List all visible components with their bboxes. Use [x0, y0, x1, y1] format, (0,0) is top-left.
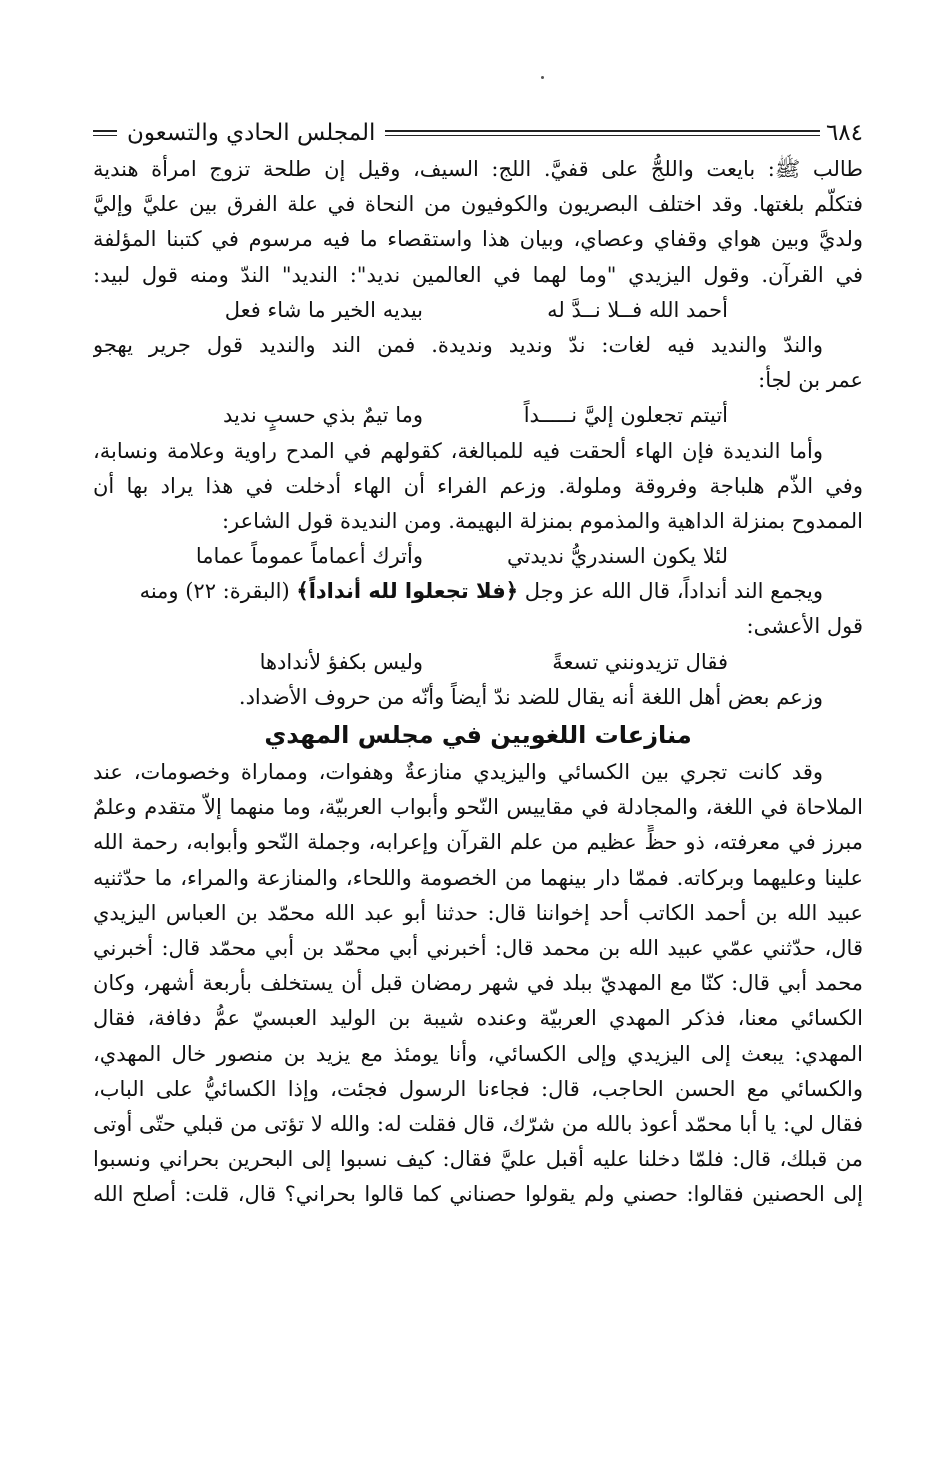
verse-lubayd: [93, 293, 863, 328]
text-line: وزعم بعض أهل اللغة أنه يقال للضد ندّ أيضاً وأنّه من حروف الأضداد.: [238, 684, 823, 709]
verse-hemistich-2: وليس بكفؤ لأندادها: [259, 649, 423, 674]
text-line: فتكلّم بلغتها. وقد اختلف البصريون والكوفيون من النحاة في علة الفرق بين عليَّ وإليَّ: [93, 192, 863, 217]
text-line: وقد كانت تجري بين الكسائي واليزيدي منازعةٌ وهفوات، ومماراة وخصومات، عند: [93, 760, 823, 784]
verse-hemistich-1: أتيتم تجعلون إليَّ نـــــداً: [523, 403, 728, 428]
header-rule-left: [385, 130, 796, 136]
header-rule-short: [796, 130, 820, 136]
text-line: إلى الحصنين فقالوا: حصني ولم يقولوا حصناني كما قالوا بحراني؟ قال، قلت: أصلح الله: [93, 1182, 863, 1207]
verse-hemistich-1: فقال تزيدونني تسعةً: [552, 649, 728, 674]
verse-hemistich-1: أحمد الله فــلا نــدَّ له: [547, 297, 728, 322]
running-head: [93, 116, 863, 150]
text-line: الكسائي معنا، فذكر المهدي العربيّة وعنده شيبة بن الوليد العبسيّ عمُّ دفافة، فقال: [93, 1006, 863, 1031]
page-number: ٦٨٤: [825, 120, 863, 146]
verse-hemistich-2: وأترك أعماماً عموماً عماما: [195, 544, 423, 569]
text-line: المهدي: يبعث إلى اليزيدي وإلى الكسائي، وأنا يومئذ مع يزيد بن منصور خال المهدي،: [93, 1041, 863, 1066]
text-line: من قبلك، قال: فلمّا دخلنا عليه أقبل عليَّ فقال: كيف نسبوا إلى البحرين بحراني ونسبوا: [93, 1147, 863, 1172]
text-line: قال، حدّثني عمّي عبيد الله بن محمد قال: أخبرني أبي محمّد بن أبي محمّد قال: أخبرني: [93, 935, 863, 960]
verse-hemistich-2: بيديه الخير ما شاء فعل: [224, 297, 423, 322]
text-line: الممدوح بمنزلة الداهية والمذموم بمنزلة البهيمة. ومن النديدة قول الشاعر:: [221, 508, 863, 533]
text-line: عمر بن لجأ:: [758, 368, 863, 393]
text-line: قول الأعشى:: [746, 614, 863, 639]
section-heading: منازعات اللغويين في مجلس المهدي: [264, 721, 692, 749]
text-line: علينا وعليهما وبركاته. فممّا دار بينهما من الخصومة واللحاء، والمنازعة والمراء، ما حدّثنيه: [93, 865, 863, 890]
verse-poet: [93, 539, 863, 574]
text-line: الملاحاة في اللغة، والمجادلة في مقاييس النّحو وأبواب العربيّة، وما منهما إلاّ متقدم وعلمٌ: [93, 795, 863, 820]
text-line: وفي الذّم هلباجة وفروقة وملولة. وزعم الفراء أن الهاء أدخلت في هذا يراد بها أن: [93, 473, 863, 498]
chapter-title: المجلس الحادي والتسعون: [127, 120, 376, 146]
quran-intro: ويجمع الند أنداداً، قال الله عز وجل: [518, 579, 823, 604]
verse-hemistich-1: لئلا يكون السندريُّ نديدتي: [507, 544, 728, 569]
verse-hemistich-2: وما تيمٌ بذي حسبٍ نديد: [222, 403, 423, 428]
verse-jarir: [93, 398, 863, 433]
text-line: والكسائي مع الحسن الحاجب، قال: فجاءنا الرسول فجئت، وإذا الكسائيُّ على الباب،: [93, 1076, 863, 1101]
body-text: [93, 152, 863, 1212]
text-line: ولديَّ وبين هواي وقفاي وعصاي، وبيان هذا واستقصاء ما فيه مرسوم في كتبنا المؤلفة: [93, 227, 863, 252]
quran-quote: ﴿فلا تجعلوا لله أنداداً﴾: [296, 579, 519, 604]
header-rule-right: [93, 130, 117, 136]
stray-dot: [541, 76, 544, 79]
text-line: في القرآن. وقول اليزيدي "وما لهما في العالمين نديد": النديد" الندّ ومنه قول لبيد:: [93, 262, 863, 287]
quran-reference: (البقرة: ٢٢) ومنه: [139, 579, 297, 604]
text-line: مبرز في معرفته، ذو حظٍّ عظيم من علم القرآن وإعرابه، وجملة النّحو وأبوابه، رحمة الله: [93, 830, 863, 855]
text-line: والندّ والنديد فيه لغات: ندّ ونديد ونديدة. فمن الند والنديد قول جرير يهجو: [93, 332, 823, 357]
text-line: طالب ﷺ: بايعت واللجُّ على قفيَّ. اللج: السيف، وقيل إن طلحة تزوج امرأة هندية: [93, 157, 863, 181]
text-line: فقال لي: يا أبا محمّد أعوذ بالله من شرّك، قال فقلت له: والله لا تؤتى من قبلي حتّى أوتى: [93, 1111, 863, 1136]
text-line: عبيد الله بن أحمد الكاتب أحد إخواننا قال: حدثنا أبو عبد الله محمّد بن العباس اليزيدي: [93, 900, 863, 925]
text-line-quran: [93, 574, 863, 609]
text-line: وأما النديدة فإن الهاء ألحقت فيه للمبالغة، كقولهم في المدح راوية وعلامة ونسابة،: [93, 438, 823, 463]
text-line: محمد أبي قال: كنّا مع المهديّ ببلد في شهر رمضان قبل أن يستخلف بأربعة أشهر، وكان: [93, 971, 863, 996]
verse-asha: [93, 645, 863, 680]
